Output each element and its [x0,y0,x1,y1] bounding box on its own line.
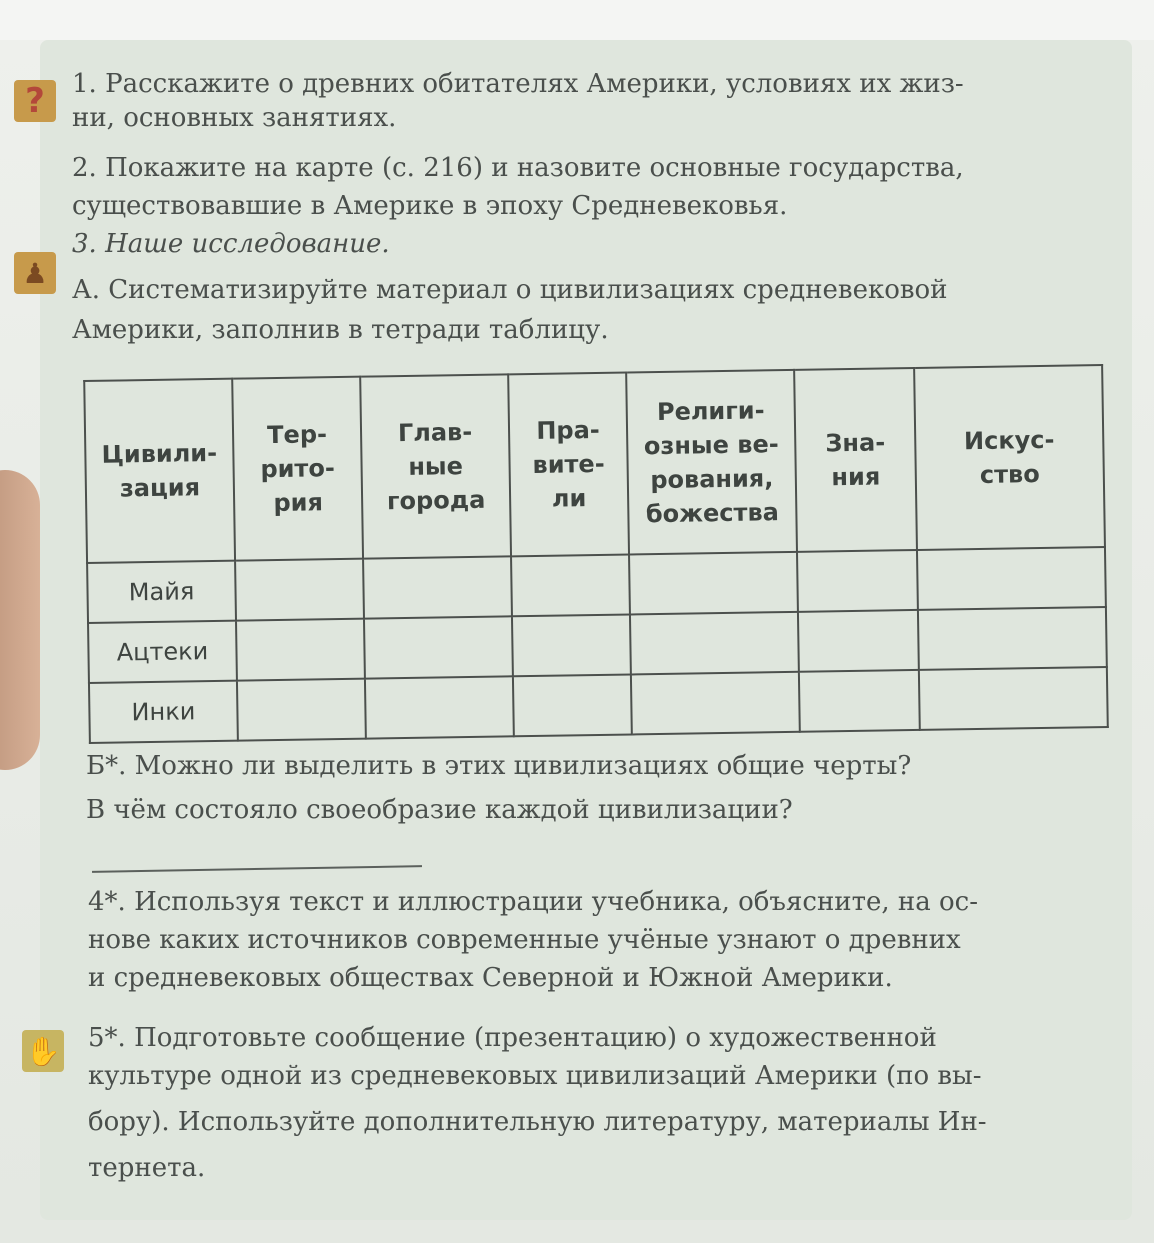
page-top-edge [0,0,1154,40]
row-label-incas: Инки [89,681,238,743]
question-2-line-1: 2. Покажите на карте (с. 216) и назовите основные государства, [72,153,964,183]
row-label-maya: Майя [87,561,236,623]
question-mark-icon: ? [14,80,56,122]
table-header-row [84,365,1105,563]
empty-cell [363,556,512,618]
row-label-aztecs: Ацтеки [88,621,237,683]
empty-cell [918,607,1107,670]
question-5-line-2: культуре одной из средневековых цивилизаций Америки (по вы- [88,1061,982,1091]
task-a-line-1: А. Систематизируйте материал о цивилизациях средневековой [72,275,948,305]
empty-cell [513,674,632,736]
empty-cell [797,550,918,612]
question-1-line-2: ни, основных занятиях. [72,103,397,133]
empty-cell [235,559,364,621]
holding-finger [0,470,40,770]
empty-cell [629,552,798,615]
empty-cell [799,670,920,732]
question-2-line-2: существовавшие в Америке в эпоху Средневековья. [72,191,788,221]
question-5-line-1: 5*. Подготовьте сообщение (презентацию) о художественной [88,1023,937,1053]
header-civilization: Цивили- зация [84,379,235,563]
hand-icon: ✋ [22,1030,64,1072]
empty-cell [237,679,366,741]
header-art: Искус- ство [914,365,1105,550]
header-knowledge: Зна- ния [794,368,917,552]
empty-cell [511,554,630,616]
question-4-line-1: 4*. Используя текст и иллюстрации учебника, объясните, на ос- [88,887,978,917]
empty-cell [631,672,800,735]
empty-cell [798,610,919,672]
empty-cell [630,612,799,675]
task-a-line-2: Америки, заполнив в тетради таблицу. [72,315,609,345]
question-4-line-3: и средневековых обществах Северной и Южной Америки. [88,963,893,993]
empty-cell [919,667,1108,730]
question-5-line-4: тернета. [88,1153,206,1183]
task-b-line-1: Б*. Можно ли выделить в этих цивилизациях общие черты? [86,751,912,781]
header-territory: Тер- рито- рия [232,377,363,561]
task-b-line-2: В чём состояло своеобразие каждой цивилизации? [86,795,793,825]
header-religion: Религи- озные ве- рования, божества [626,370,797,555]
header-main-cities: Глав- ные города [360,374,511,558]
question-1-line-1: 1. Расскажите о древних обитателях Америки, условиях их жиз- [72,69,964,99]
empty-cell [364,616,513,678]
empty-cell [917,547,1106,610]
question-4-line-2: нове каких источников современные учёные узнают о древних [88,925,961,955]
header-rulers: Пра- вите- ли [508,373,629,557]
question-5-line-3: бору). Используйте дополнительную литературу, материалы Ин- [88,1107,987,1137]
empty-cell [365,676,514,738]
civilizations-table [83,364,1109,744]
question-3-title: 3. Наше исследование. [72,229,390,259]
empty-cell [236,619,365,681]
empty-cell [512,614,631,676]
research-people-icon: ♟ [14,252,56,294]
